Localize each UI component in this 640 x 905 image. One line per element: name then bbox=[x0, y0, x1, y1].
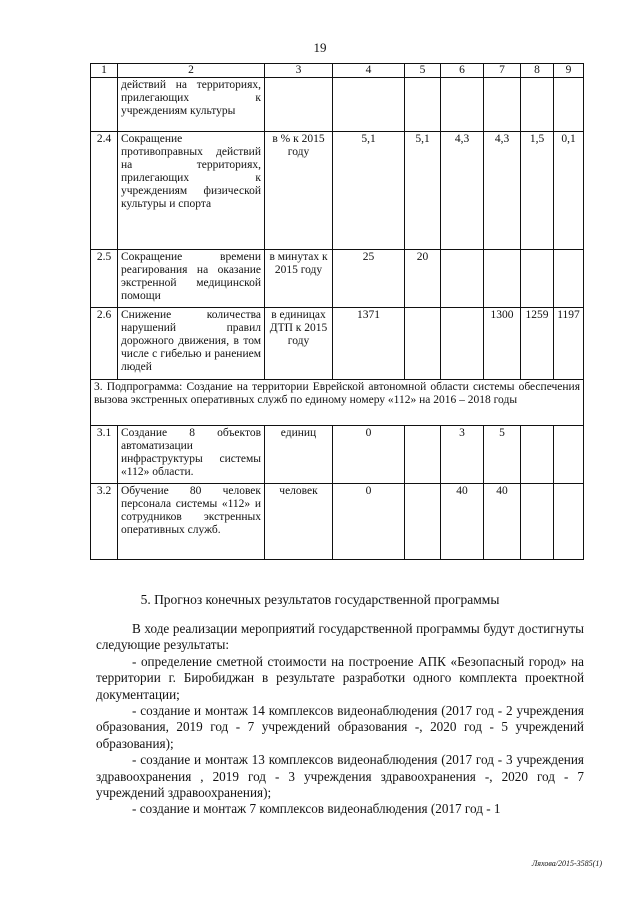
value-cell: 1,5 bbox=[521, 132, 554, 250]
indicator-name: действий на территориях, прилегающих к учреждениям культуры bbox=[118, 78, 265, 132]
value-cell: 5,1 bbox=[405, 132, 441, 250]
unit-cell: в % к 2015 году bbox=[265, 132, 333, 250]
value-cell: 5,1 bbox=[333, 132, 405, 250]
table-row bbox=[91, 484, 584, 560]
value-cell: 20 bbox=[405, 250, 441, 308]
value-cell: 0 bbox=[333, 484, 405, 560]
value-cell bbox=[441, 78, 484, 132]
paragraph: - определение сметной стоимости на построение АПК «Безопасный город» на территории г. Биробиджан в результате разработки одного комплекта проектной документации; bbox=[96, 653, 584, 702]
value-cell bbox=[484, 250, 521, 308]
unit-cell: единиц bbox=[265, 426, 333, 484]
table-row bbox=[91, 132, 584, 250]
table-header-row bbox=[91, 64, 584, 78]
header-cell: 1 bbox=[91, 64, 118, 78]
value-cell bbox=[441, 308, 484, 380]
value-cell: 5 bbox=[484, 426, 521, 484]
value-cell: 1300 bbox=[484, 308, 521, 380]
unit-cell: в единицах ДТП к 2015 году bbox=[265, 308, 333, 380]
value-cell: 0 bbox=[333, 426, 405, 484]
value-cell bbox=[405, 78, 441, 132]
indicator-name: Сокращение времени реагирования на оказание экстренной медицинской помощи bbox=[118, 250, 265, 308]
value-cell bbox=[405, 484, 441, 560]
value-cell bbox=[405, 426, 441, 484]
table-row bbox=[91, 250, 584, 308]
document-code: Ляхова/2015-3585(1) bbox=[531, 859, 602, 868]
value-cell: 1197 bbox=[554, 308, 584, 380]
value-cell: 40 bbox=[484, 484, 521, 560]
row-number bbox=[91, 78, 118, 132]
page-number: 19 bbox=[313, 40, 327, 55]
header-cell: 8 bbox=[521, 64, 554, 78]
value-cell bbox=[521, 250, 554, 308]
indicator-name: Сокращение противоправных действий на территориях, прилегающих к учреждениям физической культуры и спорта bbox=[118, 132, 265, 250]
value-cell: 4,3 bbox=[484, 132, 521, 250]
value-cell: 40 bbox=[441, 484, 484, 560]
paragraph: В ходе реализации мероприятий государственной программы будут достигнуты следующие результаты: bbox=[96, 621, 584, 653]
section-title: 5. Прогноз конечных результатов государственной программы bbox=[140, 592, 500, 607]
value-cell bbox=[333, 78, 405, 132]
value-cell bbox=[484, 78, 521, 132]
paragraph: - создание и монтаж 13 комплексов видеонаблюдения (2017 год - 3 учреждения здравоохранения , 2019 год - 3 учреждения здравоохранения -, 2020 год - 7 учреждений здравоохранения); bbox=[96, 752, 584, 801]
value-cell bbox=[554, 426, 584, 484]
value-cell bbox=[405, 308, 441, 380]
unit-cell bbox=[265, 78, 333, 132]
subprogram-title: 3. Подпрограмма: Создание на территории Еврейской автономной области системы обеспечения вызова экстренных оперативных служб по единому номеру «112» на 2016 – 2018 годы bbox=[91, 380, 584, 426]
row-number: 2.5 bbox=[91, 250, 118, 308]
value-cell: 3 bbox=[441, 426, 484, 484]
indicator-name: Снижение количества нарушений правил дорожного движения, в том числе с гибелью и ранением людей bbox=[118, 308, 265, 380]
header-cell: 7 bbox=[484, 64, 521, 78]
value-cell bbox=[521, 78, 554, 132]
unit-cell: в минутах к 2015 году bbox=[265, 250, 333, 308]
table-row bbox=[91, 78, 584, 132]
header-cell: 4 bbox=[333, 64, 405, 78]
row-number: 2.4 bbox=[91, 132, 118, 250]
table-row bbox=[91, 426, 584, 484]
value-cell bbox=[521, 484, 554, 560]
value-cell: 1371 bbox=[333, 308, 405, 380]
value-cell bbox=[521, 426, 554, 484]
value-cell bbox=[554, 250, 584, 308]
paragraph: - создание и монтаж 7 комплексов видеонаблюдения (2017 год - 1 bbox=[132, 801, 501, 817]
header-cell: 2 bbox=[118, 64, 265, 78]
header-cell: 6 bbox=[441, 64, 484, 78]
value-cell: 0,1 bbox=[554, 132, 584, 250]
header-cell: 5 bbox=[405, 64, 441, 78]
value-cell bbox=[554, 78, 584, 132]
row-number: 2.6 bbox=[91, 308, 118, 380]
unit-cell: человек bbox=[265, 484, 333, 560]
table-row bbox=[91, 308, 584, 380]
value-cell: 1259 bbox=[521, 308, 554, 380]
value-cell bbox=[554, 484, 584, 560]
indicator-name: Обучение 80 человек персонала системы «112» и сотрудников экстренных оперативных служб. bbox=[118, 484, 265, 560]
header-cell: 3 bbox=[265, 64, 333, 78]
value-cell bbox=[441, 250, 484, 308]
row-number: 3.2 bbox=[91, 484, 118, 560]
value-cell: 4,3 bbox=[441, 132, 484, 250]
subprogram-row bbox=[91, 380, 584, 426]
row-number: 3.1 bbox=[91, 426, 118, 484]
value-cell: 25 bbox=[333, 250, 405, 308]
body-text bbox=[96, 621, 584, 818]
indicator-name: Создание 8 объектов автоматизации инфраструктуры системы «112» области. bbox=[118, 426, 265, 484]
header-cell: 9 bbox=[554, 64, 584, 78]
indicators-table bbox=[90, 63, 584, 560]
paragraph: - создание и монтаж 14 комплексов видеонаблюдения (2017 год - 2 учреждения образования, 2019 год - 7 учреждений образования -, 2020 год - 5 учреждений образования); bbox=[96, 703, 584, 751]
